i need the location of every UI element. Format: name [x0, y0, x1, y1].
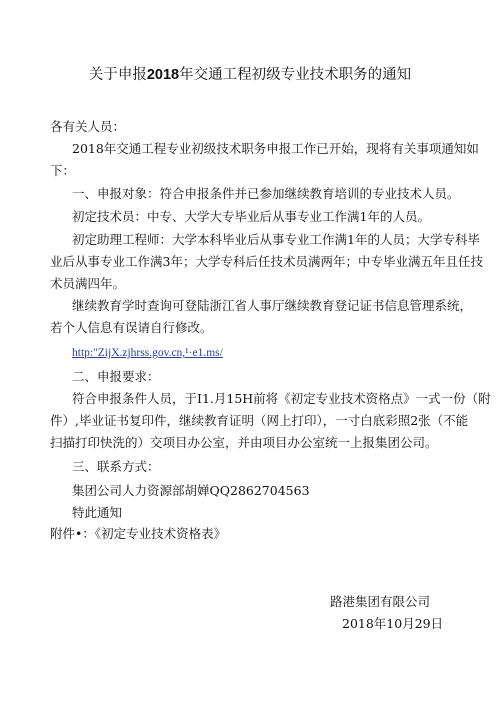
requirements-line-3: 扫描打印快洗的）交项目办公室，并由项目办公室统一上报集团公司。 — [50, 435, 438, 450]
salutation: 各有关人员： — [50, 119, 126, 134]
section-2-heading: 二、申报要求： — [72, 369, 160, 384]
assistant-engineer-criteria-3: 术员满四年。 — [50, 276, 126, 291]
registration-system-link[interactable]: http:"ZijX.zjhrss.gov.cn,¹·e1.ms/ — [72, 347, 223, 359]
technician-criteria: 初定技术员：中专、大学大专毕业后从事专业工作满1年的人员。 — [72, 209, 430, 224]
assistant-engineer-criteria-1: 初定助理工程师：大学本科毕业后从事专业工作满1年的人员；大学专科毕 — [72, 232, 480, 247]
document-title — [0, 66, 500, 84]
intro-line-1: 2018年交通工程专业初级技术职务申报工作已开始，现将有关事项通知如 — [72, 141, 479, 156]
requirements-line-1: 符合申报条件人员，于I1.月15H前将《初定专业技术资格点》一式一份（附 — [72, 391, 491, 406]
link-row — [72, 344, 223, 361]
section-1-heading: 一、申报对象：符合申报条件并已参加继续教育培训的专业技术人员。 — [72, 186, 460, 201]
continuing-education-note-2: 若个人信息有误请自行修改。 — [50, 320, 213, 335]
signature-organization: 路港集团有限公司 — [330, 594, 431, 609]
assistant-engineer-criteria-2: 业后从事专业工作满3年；大学专科后任技术员满两年；中专毕业满五年且任技 — [50, 254, 483, 269]
closing-text: 特此通知 — [72, 505, 123, 520]
contact-info: 集团公司人力资源部胡婵QQ2862704563 — [72, 483, 310, 498]
intro-line-2: 下： — [50, 163, 76, 178]
title-year: 2018 — [146, 67, 180, 83]
continuing-education-note-1: 继续教育学时查询可登陆浙江省人事厅继续教育登记证书信息管理系统， — [72, 298, 473, 313]
signature-date: 2018年10月29日 — [342, 616, 444, 631]
requirements-line-2: 件）,毕业证书复印件，继续教育证明（网上打印），一寸白底彩照2张（不能 — [50, 413, 469, 428]
attachment-line: 附件•：《初定专业技术资格表》 — [50, 526, 227, 541]
title-prefix: 关于申报 — [88, 67, 147, 83]
section-3-heading: 三、联系方式： — [72, 459, 160, 474]
title-suffix: 年交通工程初级专业技术职务的通知 — [179, 67, 412, 83]
